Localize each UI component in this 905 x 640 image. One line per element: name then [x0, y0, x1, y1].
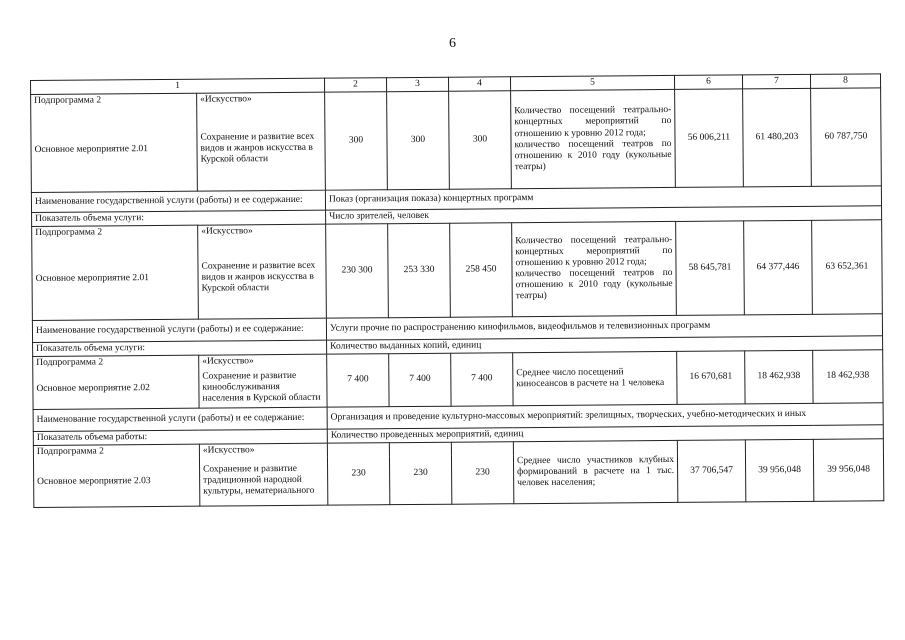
service-value: Показ (организация показа) концертных программ: [325, 186, 881, 210]
event-label: Основное мероприятие 2.03: [33, 458, 199, 507]
value-col6: 16 670,681: [677, 350, 745, 404]
value-col6: 56 006,211: [675, 89, 744, 188]
header-cell: 4: [448, 77, 510, 92]
event-description: Сохранение и развитие всех видов и жанров искусства в Курской области: [197, 106, 326, 191]
header-cell: 1: [31, 78, 325, 94]
indicator-text: Количество посещений театрально-концертных мероприятий по отношению к уровню 2012 года; количество посещений театров по отношению к 2010 году (кукольные театры): [511, 89, 676, 188]
subprogram-name: «Искусство»: [198, 224, 326, 239]
volume-value: Число зрителей, человек: [326, 206, 882, 224]
volume-label: Показатель объема услуги:: [32, 210, 326, 226]
service-label: Наименование государственной услуги (работы) и ее содержание:: [33, 407, 327, 431]
value-col8: 60 787,750: [811, 88, 882, 187]
indicator-text: Среднее число участников клубных формирований в расчете на 1 тыс. человек населения;: [513, 441, 677, 504]
service-label: Наименование государственной услуги (работы) и ее содержание:: [32, 318, 326, 342]
value-col2: 230: [327, 443, 389, 505]
value-col8: 18 462,938: [813, 349, 883, 403]
value-col6: 37 706,547: [677, 440, 745, 502]
value-col4: 230: [451, 442, 513, 504]
event-description: Сохранение и развитие всех видов и жанров искусства в Курской области: [198, 238, 327, 319]
header-cell: 5: [510, 75, 674, 90]
header-cell: 7: [742, 74, 810, 89]
value-col3: 7 400: [389, 353, 451, 407]
subprogram-label: Подпрограмма 2: [33, 355, 199, 370]
event-label: Основное мероприятие 2.02: [33, 368, 199, 409]
value-col4: 258 450: [450, 223, 513, 317]
page-number: 6: [449, 36, 456, 51]
indicator-text: Количество посещений театрально-концертных мероприятий по отношению к уровню 2012 года; количество посещений театров по отношению к 2010 году (кукольные театры): [512, 221, 677, 316]
service-label: Наименование государственной услуги (работы) и ее содержание:: [31, 190, 325, 212]
value-col8: 63 652,361: [812, 220, 883, 314]
event-description: Сохранение и развитие традиционной народной культуры, нематериального: [199, 457, 327, 506]
subprogram-label: Подпрограмма 2: [32, 225, 198, 240]
subprogram-label: Подпрограмма 2: [33, 444, 199, 459]
value-col3: 253 330: [388, 223, 451, 317]
value-col4: 7 400: [451, 352, 513, 406]
value-col2: 230 300: [326, 224, 389, 318]
header-cell: 8: [810, 74, 880, 89]
header-cell: 6: [674, 75, 742, 90]
subprogram-name: «Искусство»: [199, 443, 327, 458]
subprogram-name: «Искусство»: [197, 92, 325, 107]
subprogram-label: Подпрограмма 2: [31, 93, 197, 108]
volume-value: Количество проведенных мероприятий, единиц: [327, 425, 883, 443]
value-col7: 39 956,048: [745, 439, 813, 501]
value-col7: 61 480,203: [743, 88, 812, 187]
value-col2: 300: [325, 92, 388, 190]
event-label: Основное мероприятие 2.01: [32, 239, 199, 320]
event-label: Основное мероприятие 2.01: [31, 107, 198, 192]
value-col7: 64 377,446: [744, 220, 813, 314]
value-col3: 230: [389, 442, 451, 504]
volume-label: Показатель объема услуги:: [33, 340, 327, 356]
service-value: Организация и проведение культурно-массовых мероприятий: зрелищных, творческих, учебно-методических и иных: [327, 403, 883, 429]
event-description: Сохранение и развитие кинообслуживания населения в Курской области: [199, 367, 327, 408]
subprogram-name: «Искусство»: [199, 354, 327, 369]
budget-table: [30, 73, 884, 507]
volume-label: Показатель объема работы:: [33, 429, 327, 445]
value-col3: 300: [387, 91, 450, 189]
indicator-text: Среднее число посещений киносеансов в расчете на 1 человека: [513, 351, 677, 406]
value-col4: 300: [449, 91, 512, 189]
value-col7: 18 462,938: [745, 350, 813, 404]
value-col8: 39 956,048: [813, 439, 883, 501]
value-col2: 7 400: [327, 353, 389, 407]
value-col6: 58 645,781: [676, 221, 745, 315]
header-cell: 2: [324, 78, 386, 93]
volume-value: Количество выданных копий, единиц: [327, 335, 883, 353]
header-cell: 3: [386, 77, 448, 92]
service-value: Услуги прочие по распространению кинофильмов, видеофильмов и телевизионных программ: [326, 313, 882, 339]
